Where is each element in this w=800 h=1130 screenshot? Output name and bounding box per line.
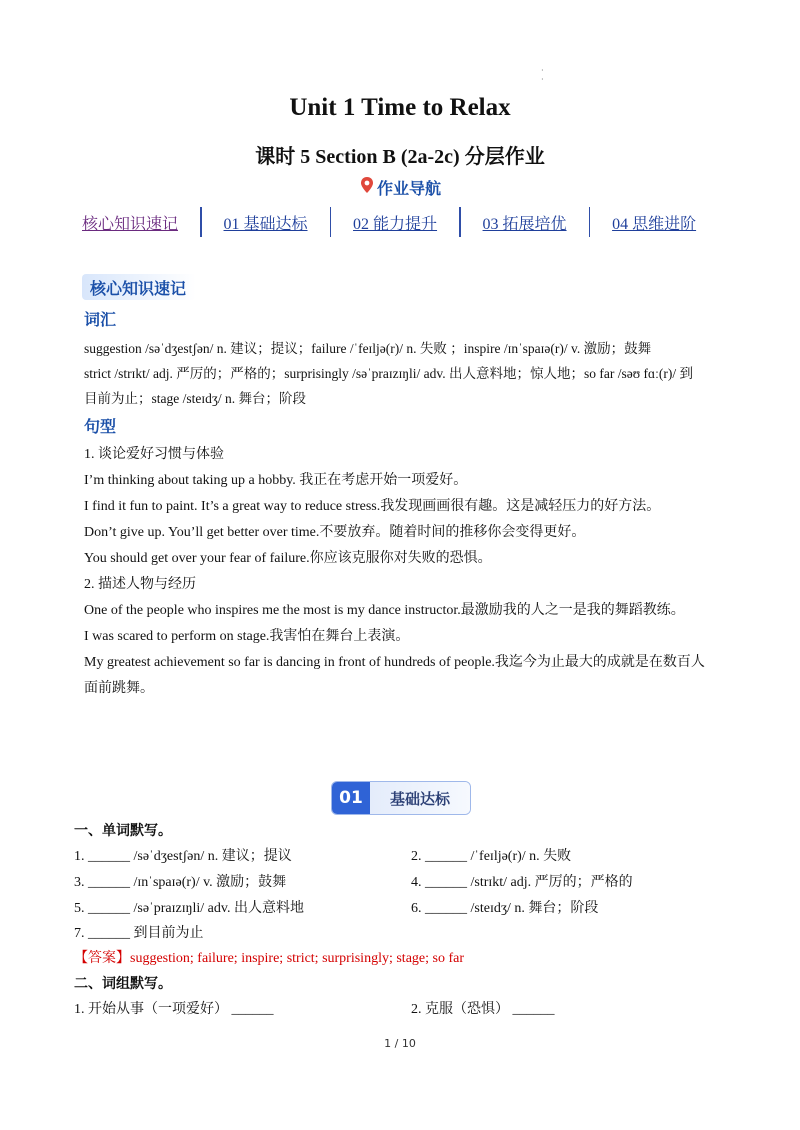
sentence-line: 1. 谈论爱好习惯与体验 [84,447,224,462]
sentence-block [84,442,734,702]
vocab-line: 目前为止；stage /steɪdʒ/ n. 舞台；阶段 [84,391,306,406]
sentence-heading: 句型 [84,417,117,436]
question-item: 1. 开始从事（一项爱好） ______ [74,1002,274,1017]
answer-line: 【答案】suggestion; failure; inspire; strict; surprisingly; stage; so far [74,951,464,966]
question-row [74,871,734,891]
nav-divider [200,207,202,237]
question-item: 2. 克服（恐惧） ______ [411,1002,555,1017]
vocab-line: strict /strɪkt/ adj. 严厉的；严格的；surprisingly /səˈpraɪzɪŋli/ adv. 出人意料地；惊人地；so far /səʊ fɑː(r)/ 到 [84,366,693,381]
core-knowledge-badge: 核心知识速记 [82,274,196,300]
nav-link-basic[interactable]: 01 基础达标 [223,215,308,233]
nav-link-ability[interactable]: 02 能力提升 [353,215,438,233]
question-item: 3. ______ /ɪnˈspaɪə(r)/ v. 激励；鼓舞 [74,875,287,890]
part1-heading: 一、单词默写。 [74,823,172,839]
part2-heading: 二、词组默写。 [74,976,172,992]
question-item: 2. ______ /ˈfeɪljə(r)/ n. 失败 [411,849,572,864]
page-subtitle: 课时 5 Section B (2a-2c) 分层作业 [255,146,545,168]
nav-link-thinking[interactable]: 04 思维进阶 [612,215,697,233]
nav-link-core[interactable]: 核心知识速记 [82,215,179,233]
page-number: 1 / 10 [384,1037,416,1050]
page-title: Unit 1 Time to Relax [289,94,511,121]
sentence-line: My greatest achievement so far is dancing in front of hundreds of people.我迄今为止最大的成就是在数百人 [84,655,705,670]
location-pin-icon [359,176,375,199]
question-row [74,845,734,865]
sentence-line: I find it fun to paint. It’s a great way to reduce stress.我发现画画很有趣。这是减轻压力的好方法。 [84,499,661,514]
question-item: 5. ______ /səˈpraɪzɪŋli/ adv. 出人意料地 [74,901,304,916]
sentence-line: 2. 描述人物与经历 [84,577,196,592]
question-item: 6. ______ /steɪdʒ/ n. 舞台；阶段 [411,901,599,916]
nav-divider [589,207,591,237]
nav-divider [459,207,461,237]
question-item: 1. ______ /səˈdʒestʃən/ n. 建议；提议 [74,849,292,864]
sentence-line: 面前跳舞。 [84,681,154,696]
corner-mark: · · [541,66,544,84]
vocab-block [84,336,724,411]
question-row [74,897,734,917]
nav-link-extension[interactable]: 03 拓展培优 [482,215,567,233]
sentence-line: One of the people who inspires me the most is my dance instructor.最激励我的人之一是我的舞蹈教练。 [84,603,685,618]
badge-label: 基础达标 [370,782,470,814]
sentence-line: Don’t give up. You’ll get better over time.不要放弃。随着时间的推移你会变得更好。 [84,525,586,540]
sentence-line: I’m thinking about taking up a hobby. 我正在考虑开始一项爱好。 [84,473,468,488]
vocab-line: suggestion /səˈdʒestʃən/ n. 建议；提议；failure /ˈfeɪljə(r)/ n. 失败 ；inspire /ɪnˈspaɪə(r)/ v. 激励；鼓舞 [84,341,652,356]
sentence-line: You should get over your fear of failure.你应该克服你对失败的恐惧。 [84,551,492,566]
badge-number: 01 [332,782,370,814]
vocab-heading: 词汇 [84,310,117,329]
nav-heading-text: 作业导航 [376,179,441,198]
question-row [74,922,734,942]
basic-level-badge [331,781,471,815]
nav-divider [330,207,332,237]
question-item: 7. ______ 到目前为止 [74,926,204,941]
question-item: 4. ______ /strɪkt/ adj. 严厉的；严格的 [411,875,633,890]
question-row [74,998,734,1018]
sentence-line: I was scared to perform on stage.我害怕在舞台上表演。 [84,629,410,644]
homework-nav [76,206,726,238]
nav-heading [0,176,800,199]
